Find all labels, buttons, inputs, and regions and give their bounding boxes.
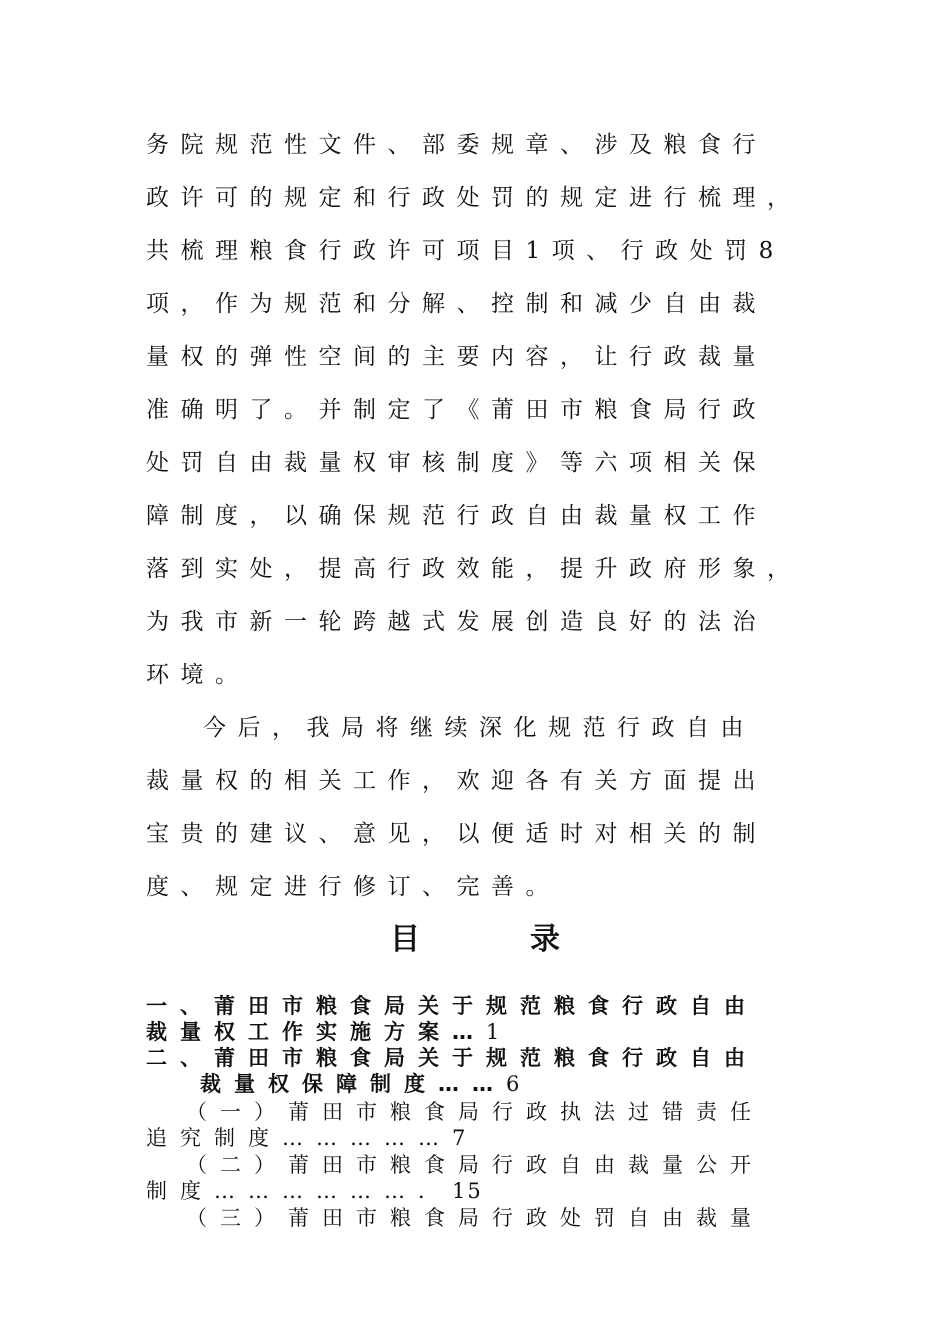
- body-line: 准确明了。并制定了《莆田市粮食局行政: [146, 397, 767, 423]
- toc-item: [186, 1099, 866, 1125]
- toc-item: [146, 1178, 826, 1204]
- toc-item-text: 一、莆田市粮食局关于规范粮食行政自由: [146, 994, 758, 1018]
- toc-item: [186, 1205, 866, 1231]
- body-line: 政许可的规定和行政处罚的规定进行梳理，: [146, 185, 802, 211]
- toc-title-left: 目: [390, 922, 420, 957]
- toc-item: [146, 993, 826, 1019]
- toc-title-right: 录: [530, 922, 560, 957]
- toc-item-text: 制度………………．: [146, 1179, 452, 1203]
- toc-item-text: 二、莆田市粮食局关于规范粮食行政自由: [146, 1046, 758, 1070]
- body-line: 环境。: [146, 662, 250, 688]
- body-line: 共梳理粮食行政许可项目1项、行政处罚8: [146, 238, 785, 264]
- toc-title: [0, 920, 950, 960]
- body-line: 务院规范性文件、部委规章、涉及粮食行: [146, 132, 767, 158]
- toc-item-text: （二）莆田市粮食局行政自由裁量公开: [186, 1153, 764, 1177]
- body-line: 今后，我局将继续深化规范行政自由: [203, 715, 755, 741]
- toc-item-text: （一）莆田市粮食局行政执法过错责任: [186, 1100, 764, 1124]
- body-line: 落到实处，提高行政效能，提升政府形象，: [146, 556, 802, 582]
- body-line: 为我市新一轮跨越式发展创造良好的法治: [146, 609, 767, 635]
- toc-item: [146, 1045, 826, 1071]
- toc-item-text: （三）莆田市粮食局行政处罚自由裁量: [186, 1206, 764, 1230]
- toc-item-text: 裁量权工作实施方案…: [146, 1020, 486, 1044]
- toc-item: [146, 1125, 826, 1151]
- toc-page-number: 7: [452, 1126, 468, 1150]
- toc-item-text: 追究制度……………: [146, 1126, 452, 1150]
- toc-item-text: 裁量权保障制度……: [200, 1072, 506, 1096]
- toc-item: [200, 1071, 880, 1097]
- body-line: 项，作为规范和分解、控制和减少自由裁: [146, 291, 767, 317]
- toc-page-number: 1: [486, 1020, 502, 1044]
- toc-item: [146, 1019, 826, 1045]
- body-line: 裁量权的相关工作，欢迎各有关方面提出: [146, 768, 767, 794]
- toc-page-number: 15: [452, 1179, 483, 1203]
- body-line: 量权的弹性空间的主要内容，让行政裁量: [146, 344, 767, 370]
- body-line: 宝贵的建议、意见，以便适时对相关的制: [146, 821, 767, 847]
- toc-page-number: 6: [506, 1072, 522, 1096]
- body-line: 处罚自由裁量权审核制度》等六项相关保: [146, 450, 767, 476]
- toc-item: [186, 1152, 866, 1178]
- body-line: 障制度，以确保规范行政自由裁量权工作: [146, 503, 767, 529]
- body-line: 度、规定进行修订、完善。: [146, 874, 560, 900]
